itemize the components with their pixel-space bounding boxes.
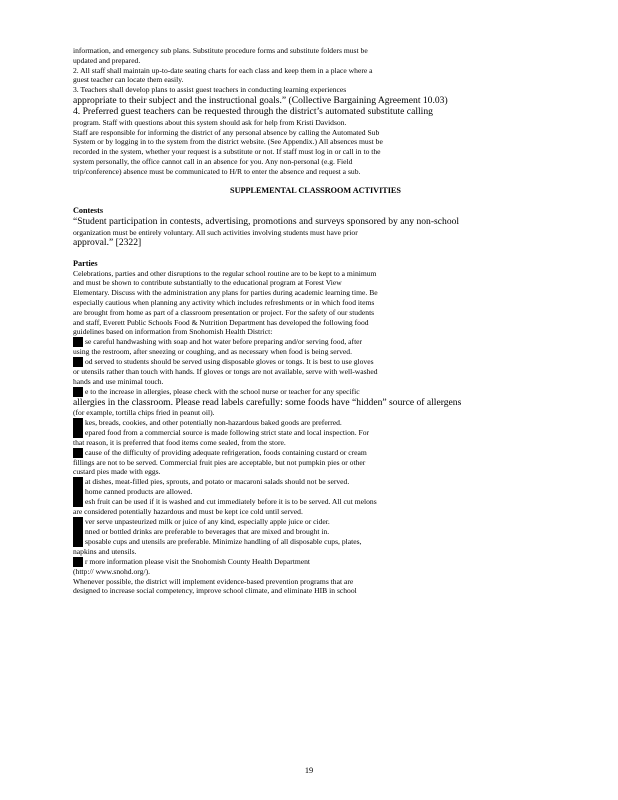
paragraph-absence-reporting <box>73 118 558 177</box>
redacted-bullet <box>73 428 83 438</box>
guideline-line <box>73 418 558 428</box>
allergy-text-large: allergies in the classroom. Please read labels carefully: some foods have “hidden” source of allergens <box>73 396 462 408</box>
guideline-line <box>73 357 558 367</box>
redacted-bullet <box>73 487 83 497</box>
guideline-line <box>73 477 558 487</box>
guideline-text: e to the increase in allergies, please check with the school nurse or teacher for any specific <box>85 386 360 396</box>
guideline-line: Whenever possible, the district will implement evidence-based prevention programs that are <box>73 576 354 586</box>
section-title: SUPPLEMENTAL CLASSROOM ACTIVITIES <box>230 186 401 196</box>
text-line: Elementary. Discuss with the administration any plans for parties during academic learning time. Be <box>73 288 378 298</box>
redacted-bullet <box>73 387 83 397</box>
guideline-line: that reason, it is preferred that food items come sealed, from the store. <box>73 437 286 447</box>
guideline-text: home canned products are allowed. <box>85 487 193 497</box>
guideline-text: cause of the difficulty of providing adequate refrigeration, foods containing custard or cream <box>85 447 367 457</box>
guideline-line: napkins and utensils. <box>73 546 137 556</box>
guideline-line <box>73 387 558 397</box>
redacted-bullet <box>73 527 83 537</box>
guideline-line <box>73 497 558 507</box>
document-page <box>73 46 558 596</box>
guideline-line <box>73 527 558 537</box>
guideline-line <box>73 487 558 497</box>
food-guidelines-list-b <box>73 408 558 596</box>
contests-heading: Contests <box>73 206 104 216</box>
text-line: especially cautious when planning any activity which includes refreshments or in which food items <box>73 297 375 307</box>
guideline-text: ver serve unpasteurized milk or juice of any kind, especially apple juice or cider. <box>85 516 330 526</box>
text-line-large: appropriate to their subject and the instructional goals.” (Collective Bargaining Agreement 10.03) <box>73 94 448 106</box>
guideline-line <box>73 448 558 458</box>
guideline-text: se careful handwashing with soap and hot water before preparing and/or serving food, after <box>85 337 363 347</box>
redacted-bullet <box>73 337 83 347</box>
text-line: 2. All staff shall maintain up-to-date seating charts for each class and keep them in a place where a <box>73 65 373 75</box>
contests-text-large: approval.” [2322] <box>73 237 142 249</box>
text-line: and must be shown to contribute substantially to the educational program at Forest View <box>73 278 342 288</box>
guideline-line: (http:// www.snohd.org/). <box>73 566 150 576</box>
page-number: 19 <box>304 766 314 775</box>
guideline-line <box>73 537 558 547</box>
text-line: guidelines based on information from Snohomish Health District: <box>73 327 273 337</box>
text-line: 3. Teachers shall develop plans to assist guest teachers in conducting learning experiences <box>73 85 347 95</box>
text-line: program. Staff with questions about this system should ask for help from Kristi Davidson. <box>73 117 347 127</box>
redacted-bullet <box>73 557 83 567</box>
guideline-line: fillings are not to be served. Commercial fruit pies are acceptable, but not pumpkin pies or other <box>73 457 366 467</box>
text-line: trip/conference) absence must be communicated to H/R to enter the absence and request a sub. <box>73 166 361 176</box>
guideline-line <box>73 337 558 347</box>
redacted-bullet <box>73 497 83 507</box>
redacted-bullet <box>73 357 83 367</box>
text-line: Staff are responsible for informing the district of any personal absence by calling the Automated Sub <box>73 127 380 137</box>
guideline-line: designed to increase social competency, improve school climate, and eliminate HIB in school <box>73 586 357 596</box>
redacted-bullet <box>73 537 83 547</box>
text-line: system personally, the office cannot call in an absence for you. Any non-personal (e.g. Field <box>73 156 353 166</box>
guideline-text: nned or bottled drinks are preferable to beverages that are mixed and brought in. <box>85 526 330 536</box>
text-line: recorded in the system, whether your request is a substitute or not. If staff must log in or call in to the <box>73 147 381 157</box>
guideline-text: esh fruit can be used if it is washed and cut immediately before it is to be served. All cut melons <box>85 497 377 507</box>
text-line: Celebrations, parties and other disruptions to the regular school routine are to be kept to a minimum <box>73 268 377 278</box>
guideline-text: sposable cups and utensils are preferable. Minimize handling of all disposable cups, plates, <box>85 536 362 546</box>
guideline-line <box>73 557 558 567</box>
guideline-text: kes, breads, cookies, and other potentially non-hazardous baked goods are preferred. <box>85 417 342 427</box>
guideline-line <box>73 517 558 527</box>
food-guidelines-list-a <box>73 337 558 396</box>
redacted-bullet <box>73 477 83 487</box>
contests-text: organization must be entirely voluntary. All such activities involving students must have prior <box>73 227 358 237</box>
text-line-large: 4. Preferred guest teachers can be requested through the district’s automated substitute calling <box>73 106 433 118</box>
guideline-text: epared food from a commercial source is made following strict state and local inspection. For <box>85 427 370 437</box>
paragraph-substitute-prep <box>73 46 558 118</box>
paragraph-parties <box>73 269 558 338</box>
contests-text-large: “Student participation in contests, advertising, promotions and surveys sponsored by any non-school <box>73 216 460 228</box>
guideline-line: custard pies made with eggs. <box>73 467 161 477</box>
text-line: are brought from home as part of a classroom presentation or project. For the safety of our students <box>73 307 375 317</box>
redacted-bullet <box>73 517 83 527</box>
guideline-line: (for example, tortilla chips fried in peanut oil). <box>73 407 215 417</box>
text-line: guest teacher can locate them easily. <box>73 75 184 85</box>
text-line: information, and emergency sub plans. Substitute procedure forms and substitute folders must be <box>73 46 368 55</box>
guideline-line: hands and use minimal touch. <box>73 376 164 386</box>
text-line: System or by logging in to the system from the district website. (See Appendix.) All absences must be <box>73 137 383 147</box>
guideline-line <box>73 428 558 438</box>
parties-heading: Parties <box>73 258 98 268</box>
guideline-line: are considered potentially hazardous and must be kept ice cold until served. <box>73 507 303 517</box>
guideline-line: using the restroom, after sneezing or coughing, and as necessary when food is being served. <box>73 347 352 357</box>
text-line: and staff, Everett Public Schools Food & Nutrition Department has developed the following food <box>73 317 369 327</box>
guideline-text: r more information please visit the Snohomish County Health Department <box>85 556 311 566</box>
guideline-text: od served to students should be served using disposable gloves or tongs. It is best to use gloves <box>85 356 374 366</box>
text-line: updated and prepared. <box>73 55 141 65</box>
guideline-text: at dishes, meat-filled pies, sprouts, and potato or macaroni salads should not be served. <box>85 477 350 487</box>
redacted-bullet <box>73 448 83 458</box>
guideline-line: or utensils rather than touch with hands. If gloves or tongs are not available, serve with well-washed <box>73 366 378 376</box>
redacted-bullet <box>73 418 83 428</box>
